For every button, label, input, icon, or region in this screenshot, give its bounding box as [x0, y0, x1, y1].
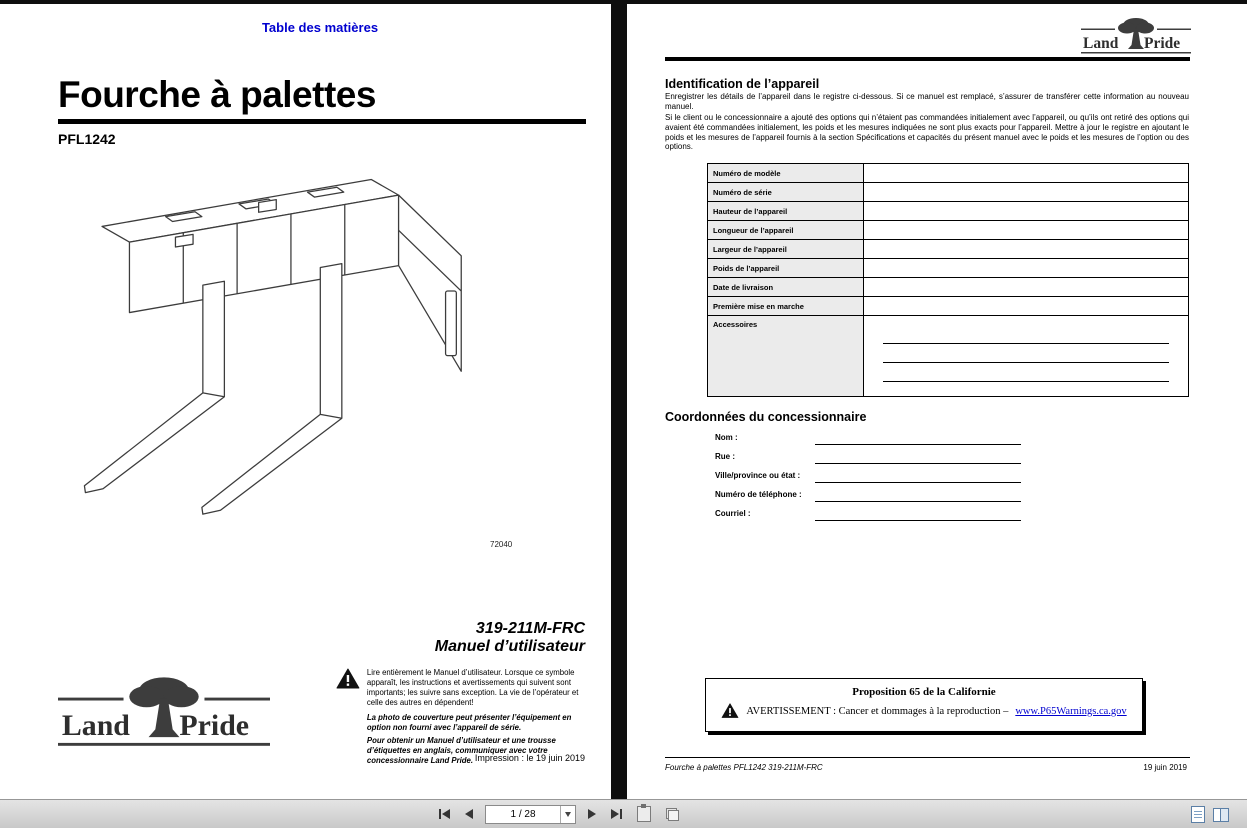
figure-number: 72040 [490, 540, 513, 549]
row-label: Première mise en marche [708, 297, 864, 316]
row-value [864, 202, 1189, 221]
dealer-field [715, 468, 1135, 487]
brand-word-land: Land [1083, 35, 1119, 52]
model-number: PFL1242 [58, 131, 116, 147]
identification-table [707, 163, 1189, 397]
previous-page-button[interactable] [462, 806, 476, 822]
toc-link[interactable]: Table des matières [261, 20, 379, 35]
dealer-fields [715, 430, 1135, 525]
duplicate-view-button[interactable] [663, 805, 682, 824]
paragraph-1: Enregistrer les détails de l’appareil dans le registre ci-dessous. Si ce manuel est remplacé, s’assurer de transférer cette information au nouveau manuel. [665, 92, 1189, 111]
page-navigation [436, 800, 682, 828]
dealer-field [715, 506, 1135, 525]
title-rule [58, 119, 586, 124]
write-in-line [815, 444, 1021, 445]
page-number-input[interactable] [486, 808, 560, 821]
brand-word-land: Land [61, 709, 130, 743]
page-title: Fourche à palettes [58, 74, 376, 115]
table-row [708, 297, 1189, 316]
field-label: Ville/province ou état : [715, 471, 801, 480]
field-label: Nom : [715, 433, 738, 442]
page-dropdown-button[interactable] [560, 806, 575, 823]
table-row [708, 278, 1189, 297]
dealer-field [715, 487, 1135, 506]
row-label: Hauteur de l’appareil [708, 202, 864, 221]
part-number: 319-211M-FRC [475, 620, 585, 637]
next-page-icon [588, 809, 596, 819]
section-title: Identification de l’appareil [665, 77, 820, 91]
page-identification [627, 4, 1247, 800]
prop65-row [706, 703, 1142, 719]
table-row [708, 183, 1189, 202]
next-page-button[interactable] [585, 806, 599, 822]
row-value [864, 259, 1189, 278]
dealer-heading: Coordonnées du concessionnaire [665, 410, 867, 424]
warning-triangle-icon [336, 668, 360, 690]
write-in-line [815, 463, 1021, 464]
row-value [864, 183, 1189, 202]
footer-date: 19 juin 2019 [1143, 763, 1187, 772]
dealer-field [715, 449, 1135, 468]
document-id-block [435, 620, 585, 657]
table-row [708, 240, 1189, 259]
print-date: Impression : le 19 juin 2019 [474, 753, 585, 763]
snapshot-button[interactable] [634, 803, 654, 825]
page-cover [0, 4, 611, 800]
row-label: Poids de l’appareil [708, 259, 864, 278]
cover-warning-text [367, 668, 588, 766]
viewer-toolbar [0, 799, 1247, 828]
warning-note-2: Pour obtenir un Manuel d’utilisateur et une trousse d’étiquettes en anglais, communiquer avec votre concessionnaire Land Pride. [366, 735, 556, 765]
prop65-title: Proposition 65 de la Californie [852, 686, 996, 698]
row-label: Numéro de série [708, 183, 864, 202]
row-label: Accessoires [708, 316, 864, 397]
landpride-logo-small [1081, 14, 1191, 60]
field-label: Rue : [715, 452, 735, 461]
manual-type: Manuel d’utilisateur [434, 638, 585, 656]
row-label: Numéro de modèle [708, 164, 864, 183]
write-in-line [815, 482, 1021, 483]
header-rule [665, 57, 1190, 61]
clipboard-icon [637, 806, 651, 822]
pages-icon [666, 808, 679, 821]
write-in-line [815, 501, 1021, 502]
row-label: Date de livraison [708, 278, 864, 297]
first-page-button[interactable] [436, 806, 453, 822]
row-value [864, 278, 1189, 297]
pallet-fork-line-art [58, 164, 518, 559]
dealer-field [715, 430, 1135, 449]
prop65-box [705, 678, 1143, 732]
page-number-box [485, 805, 576, 824]
table-row [708, 259, 1189, 278]
row-value [864, 164, 1189, 183]
row-value [864, 316, 1189, 397]
single-page-view-icon[interactable] [1191, 806, 1205, 823]
footer-rule [665, 757, 1190, 758]
row-label: Longueur de l’appareil [708, 221, 864, 240]
two-page-view-icon[interactable] [1213, 807, 1229, 822]
cover-warning-block [336, 668, 588, 766]
table-row [708, 221, 1189, 240]
warning-note-1: La photo de couverture peut présenter l’équipement en option non fourni avec l’appareil de série. [366, 712, 572, 732]
first-page-icon [442, 809, 450, 819]
table-row [708, 164, 1189, 183]
row-value [864, 221, 1189, 240]
paragraph-2: Si le client ou le concessionnaire a ajouté des options qui n’étaient pas commandées initialement avec l’appareil, ou qu’ils ont retiré des options qui avaient été commandées initialement, les poids et les mesures indiquées ne sont plus exacts pour l’appareil. Mettre à jour le registre en ajoutant le poids et les mesures de l’appareil fournis à la section Spécifications et capacités du présent manuel avec le poids et les mesures de l’option ou des options. [665, 113, 1189, 152]
prop65-warning-text: AVERTISSEMENT : Cancer et dommages à la reproduction – [746, 705, 1009, 717]
previous-page-icon [465, 809, 473, 819]
write-in-lines [865, 317, 1187, 382]
last-page-icon [611, 809, 619, 819]
write-in-line [815, 520, 1021, 521]
view-mode-controls [1191, 800, 1229, 828]
table-row [708, 202, 1189, 221]
field-label: Courriel : [715, 509, 751, 518]
row-value [864, 240, 1189, 259]
warning-main: Lire entièrement le Manuel d’utilisateur. Lorsque ce symbole apparaît, les instructions et avertissements qui suivent sont importants; les suivre sans exception. La vie de l’opérateur et celle des autres en dépendent! [366, 668, 579, 708]
last-page-button[interactable] [608, 806, 625, 822]
landpride-logo [58, 668, 270, 760]
row-label: Largeur de l’appareil [708, 240, 864, 259]
brand-word-pride: Pride [1144, 35, 1181, 52]
row-value [864, 297, 1189, 316]
prop65-link[interactable]: www.P65Warnings.ca.gov [1015, 705, 1127, 717]
table-row-accessories [708, 316, 1189, 397]
warning-triangle-icon [721, 703, 739, 719]
brand-word-pride: Pride [179, 709, 250, 743]
footer-doc-title: Fourche à palettes PFL1242 319-211M-FRC [665, 763, 823, 772]
chevron-down-icon [565, 812, 571, 817]
field-label: Numéro de téléphone : [715, 490, 802, 499]
